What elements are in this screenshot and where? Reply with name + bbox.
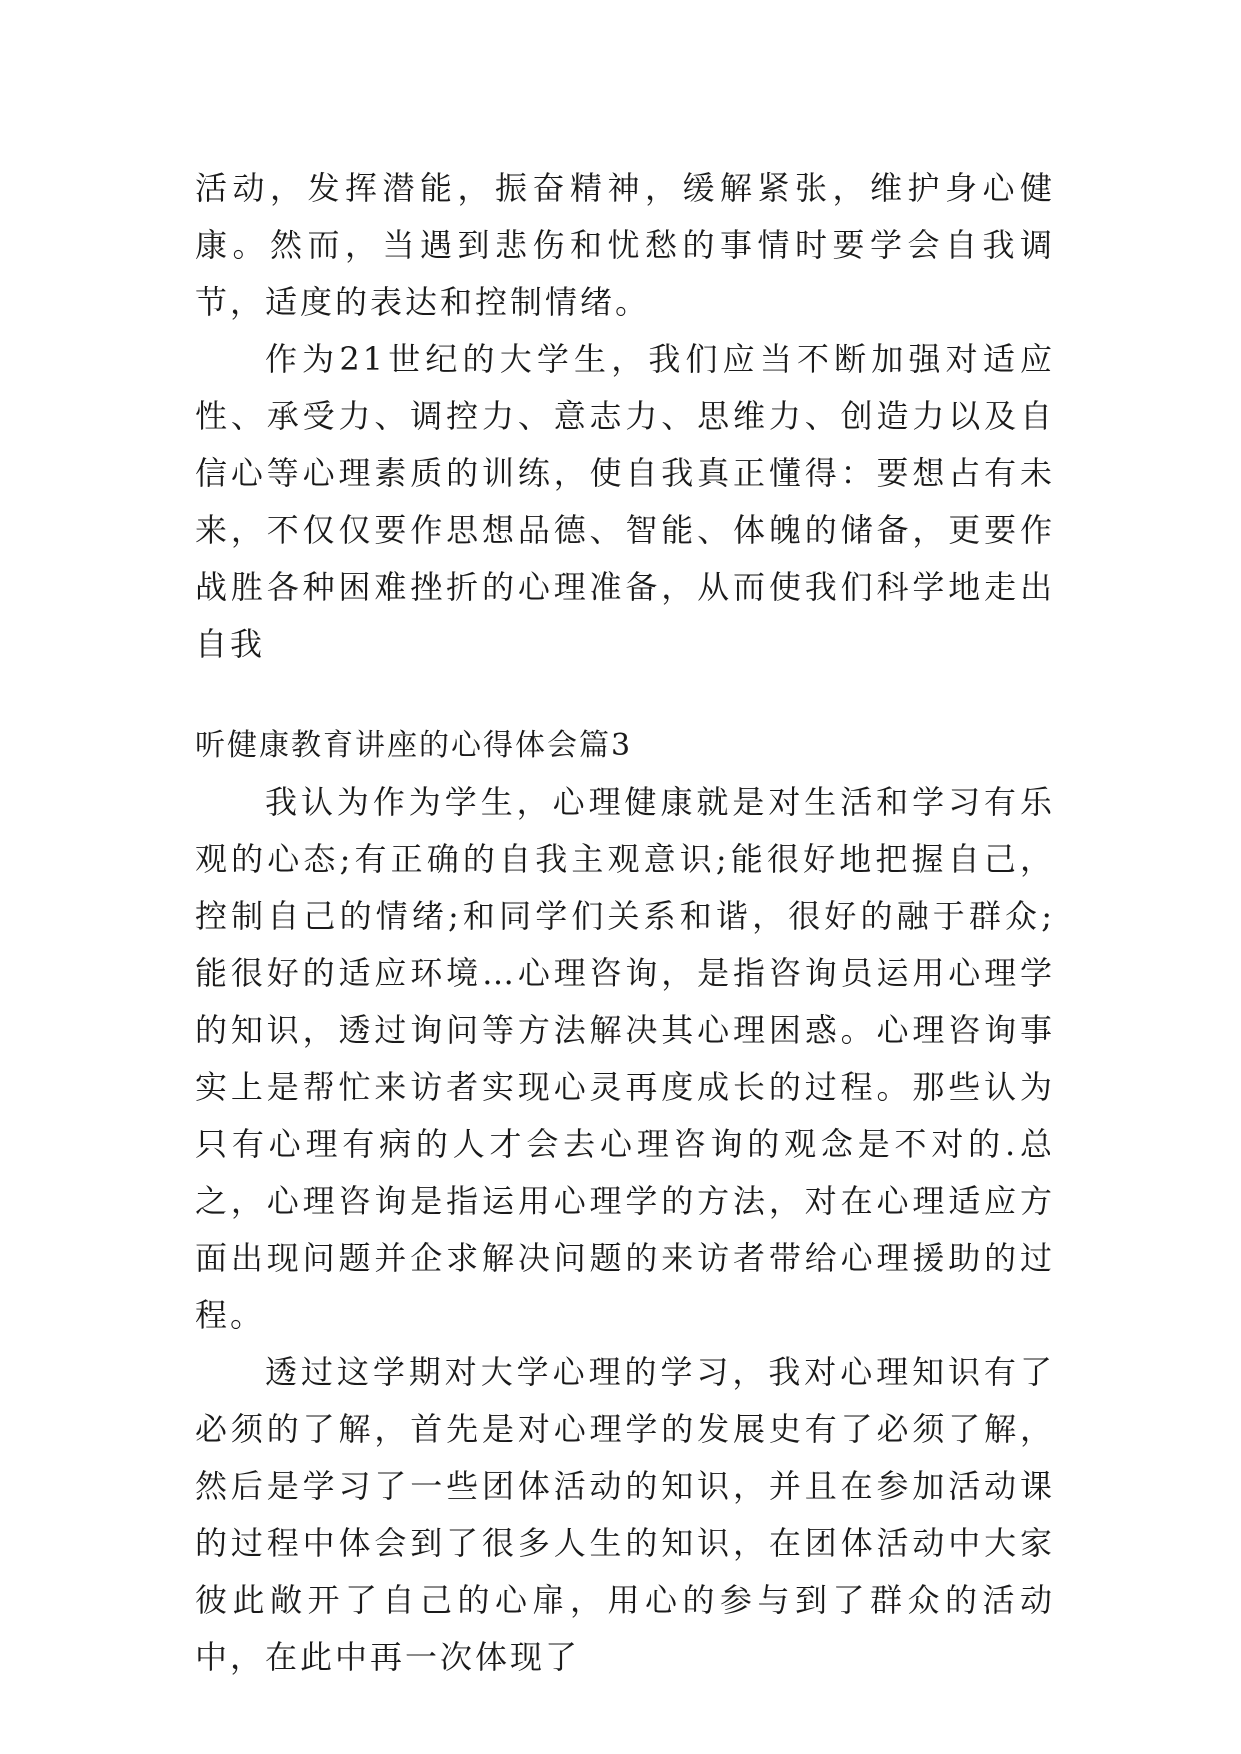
paragraph-mental-health: 我认为作为学生，心理健康就是对生活和学习有乐观的心态;有正确的自我主观意识;能很好地把握自己，控制自己的情绪;和同学们关系和谐，很好的融于群众;能很好的适应环境…心理咨询，是指咨询员运用心理学的知识，透过询问等方法解决其心理困惑。心理咨询事实上是帮忙来访者实现心灵再度成长的过程。那些认为只有心理有病的人才会去心理咨询的观念是不对的.总之，心理咨询是指运用心理学的方法，对在心理适应方面出现问题并企求解决问题的来访者带给心理援助的过程。 [195,783,1055,1334]
paragraph-psychology-study: 透过这学期对大学心理的学习，我对心理知识有了必须的了解，首先是对心理学的发展史有了必须了解，然后是学习了一些团体活动的知识，并且在参加活动课的过程中体会到了很多人生的知识，在团体活动中大家彼此敞开了自己的心扉，用心的参与到了群众的活动中，在此中再一次体现了 [195,1353,1055,1676]
paragraph-student-qualities: 作为21世纪的大学生，我们应当不断加强对适应性、承受力、调控力、意志力、思维力、创造力以及自信心等心理素质的训练，使自我真正懂得：要想占有未来，不仅仅要作思想品德、智能、体魄的储备，更要作战胜各种困难挫折的心理准备，从而使我们科学地走出自我 [195,340,1055,663]
section-title: 听健康教育讲座的心得体会篇3 [195,728,633,763]
document-body [195,160,1055,1686]
paragraph-continued: 活动，发挥潜能，振奋精神，缓解紧张，维护身心健康。然而，当遇到悲伤和忧愁的事情时要学会自我调节，适度的表达和控制情绪。 [195,169,1055,321]
